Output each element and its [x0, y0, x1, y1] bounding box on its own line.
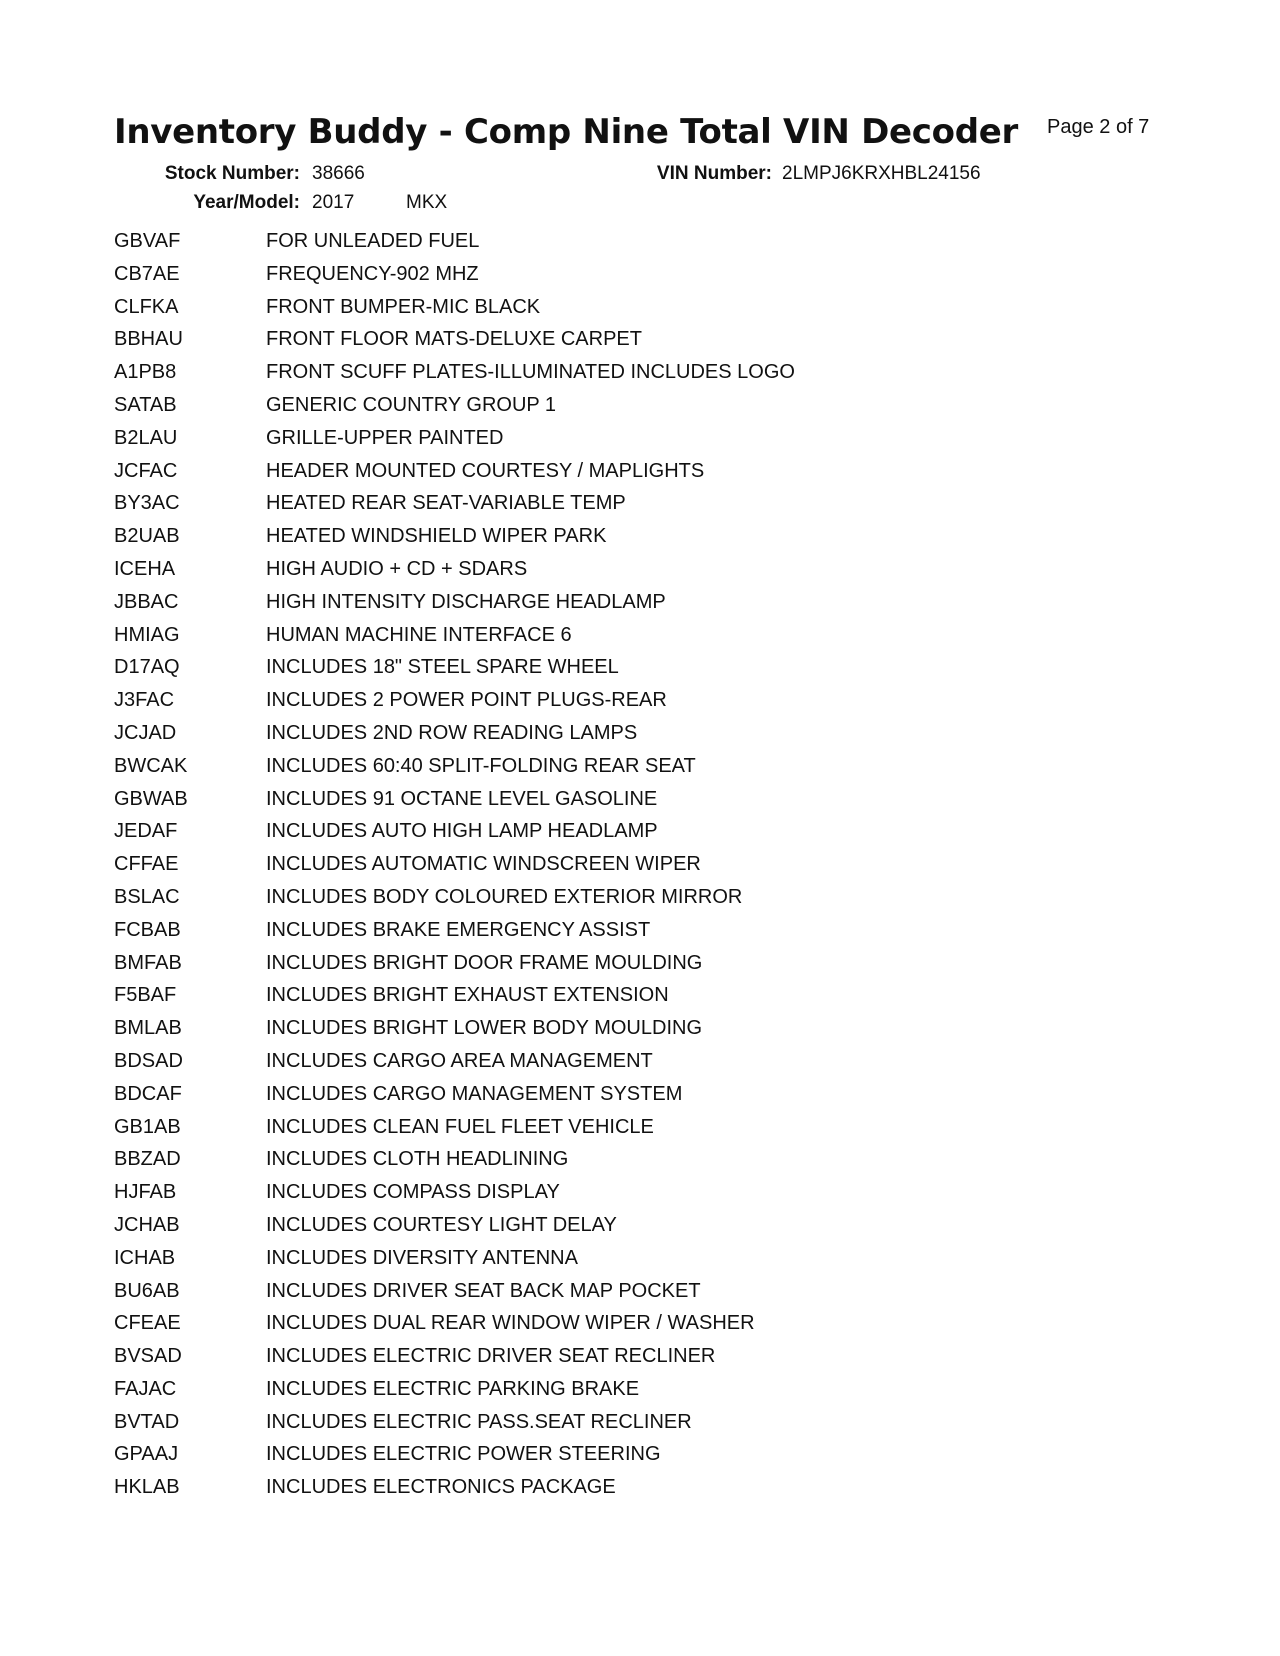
option-code: BMLAB — [114, 1017, 182, 1040]
option-code: JCFAC — [114, 459, 178, 482]
option-code: HJFAB — [114, 1181, 177, 1204]
option-description: INCLUDES ELECTRIC POWER STEERING — [266, 1443, 661, 1466]
option-description: INCLUDES COMPASS DISPLAY — [266, 1181, 560, 1204]
option-description: INCLUDES AUTOMATIC WINDSCREEN WIPER — [266, 853, 701, 876]
option-description: INCLUDES BRIGHT DOOR FRAME MOULDING — [266, 951, 703, 974]
option-description: INCLUDES ELECTRIC PARKING BRAKE — [266, 1377, 640, 1400]
option-code: BDCAF — [114, 1082, 182, 1105]
option-code: BDSAD — [114, 1049, 183, 1072]
option-code: BVSAD — [114, 1345, 182, 1368]
vin-number-value: 2LMPJ6KRXHBL24156 — [782, 163, 981, 184]
option-code: BY3AC — [114, 492, 180, 515]
option-code: B2LAU — [114, 426, 178, 449]
option-description: HEADER MOUNTED COURTESY / MAPLIGHTS — [266, 459, 705, 482]
option-description: INCLUDES DUAL REAR WINDOW WIPER / WASHER — [266, 1312, 755, 1335]
option-code: CFEAE — [114, 1312, 181, 1335]
page-number: Page 2 of 7 — [1047, 116, 1150, 138]
option-description: HIGH AUDIO + CD + SDARS — [266, 557, 528, 580]
option-code: ICEHA — [114, 557, 176, 580]
stock-number-value: 38666 — [312, 163, 365, 184]
option-description: INCLUDES AUTO HIGH LAMP HEADLAMP — [266, 820, 658, 843]
option-description: INCLUDES CLOTH HEADLINING — [266, 1148, 569, 1171]
option-code: A1PB8 — [114, 361, 177, 384]
option-description: INCLUDES ELECTRIC PASS.SEAT RECLINER — [266, 1410, 692, 1433]
option-code: D17AQ — [114, 656, 180, 679]
option-code: J3FAC — [114, 689, 175, 712]
option-description: INCLUDES DIVERSITY ANTENNA — [266, 1246, 578, 1269]
option-code: HKLAB — [114, 1476, 180, 1499]
option-description: HEATED REAR SEAT-VARIABLE TEMP — [266, 492, 626, 515]
option-code: BU6AB — [114, 1279, 180, 1302]
option-description: HIGH INTENSITY DISCHARGE HEADLAMP — [266, 590, 666, 613]
model-value: MKX — [406, 192, 448, 213]
option-code: F5BAF — [114, 984, 177, 1007]
option-code: SATAB — [114, 393, 177, 416]
option-code: BMFAB — [114, 951, 182, 974]
option-description: INCLUDES BODY COLOURED EXTERIOR MIRROR — [266, 885, 743, 908]
option-description: INCLUDES BRIGHT EXHAUST EXTENSION — [266, 984, 669, 1007]
option-code: FCBAB — [114, 918, 181, 941]
option-description: FRONT SCUFF PLATES-ILLUMINATED INCLUDES LOGO — [266, 361, 795, 384]
option-code: BVTAD — [114, 1410, 180, 1433]
stock-number-label: Stock Number: — [164, 163, 300, 184]
option-code: CB7AE — [114, 262, 180, 285]
option-code: CLFKA — [114, 295, 179, 318]
option-code: GPAAJ — [114, 1443, 179, 1466]
option-description: INCLUDES 2ND ROW READING LAMPS — [266, 721, 638, 744]
year-value: 2017 — [312, 192, 355, 213]
option-description: INCLUDES ELECTRONICS PACKAGE — [266, 1476, 616, 1499]
option-description: INCLUDES BRIGHT LOWER BODY MOULDING — [266, 1017, 702, 1040]
option-code: JCJAD — [114, 721, 177, 744]
option-description: HEATED WINDSHIELD WIPER PARK — [266, 525, 607, 548]
option-code: B2UAB — [114, 525, 180, 548]
option-description: FRONT BUMPER-MIC BLACK — [266, 295, 541, 318]
option-description: GENERIC COUNTRY GROUP 1 — [266, 393, 557, 416]
option-description: INCLUDES COURTESY LIGHT DELAY — [266, 1213, 617, 1236]
option-code: BSLAC — [114, 885, 180, 908]
option-description: FOR UNLEADED FUEL — [266, 230, 480, 252]
option-code: JEDAF — [114, 820, 178, 843]
option-code: JBBAC — [114, 590, 179, 613]
option-description: INCLUDES CLEAN FUEL FLEET VEHICLE — [266, 1115, 654, 1138]
option-code: BWCAK — [114, 754, 188, 777]
option-code: BBZAD — [114, 1148, 181, 1171]
option-code: GBVAF — [114, 230, 181, 252]
option-description: INCLUDES 91 OCTANE LEVEL GASOLINE — [266, 787, 658, 810]
option-code: GB1AB — [114, 1115, 181, 1138]
vin-number-label: VIN Number: — [656, 163, 772, 184]
option-description: FREQUENCY-902 MHZ — [266, 262, 479, 285]
option-description: INCLUDES CARGO MANAGEMENT SYSTEM — [266, 1082, 683, 1105]
option-description: INCLUDES BRAKE EMERGENCY ASSIST — [266, 918, 651, 941]
option-code: GBWAB — [114, 787, 188, 810]
year-model-label: Year/Model: — [193, 192, 300, 213]
option-code: ICHAB — [114, 1246, 176, 1269]
option-description: INCLUDES ELECTRIC DRIVER SEAT RECLINER — [266, 1345, 716, 1368]
option-code: HMIAG — [114, 623, 180, 646]
option-description: INCLUDES 2 POWER POINT PLUGS-REAR — [266, 689, 667, 712]
option-code: FAJAC — [114, 1377, 177, 1400]
option-description: INCLUDES DRIVER SEAT BACK MAP POCKET — [266, 1279, 701, 1302]
option-description: HUMAN MACHINE INTERFACE 6 — [266, 623, 572, 646]
option-description: GRILLE-UPPER PAINTED — [266, 426, 504, 449]
option-description: INCLUDES CARGO AREA MANAGEMENT — [266, 1049, 653, 1072]
option-description: INCLUDES 18" STEEL SPARE WHEEL — [266, 656, 619, 679]
option-code: BBHAU — [114, 328, 183, 351]
option-description: INCLUDES 60:40 SPLIT-FOLDING REAR SEAT — [266, 754, 696, 777]
option-code: JCHAB — [114, 1213, 180, 1236]
option-code: CFFAE — [114, 853, 179, 876]
page-title: Inventory Buddy - Comp Nine Total VIN Decoder — [114, 112, 1018, 152]
option-description: FRONT FLOOR MATS-DELUXE CARPET — [266, 328, 642, 351]
